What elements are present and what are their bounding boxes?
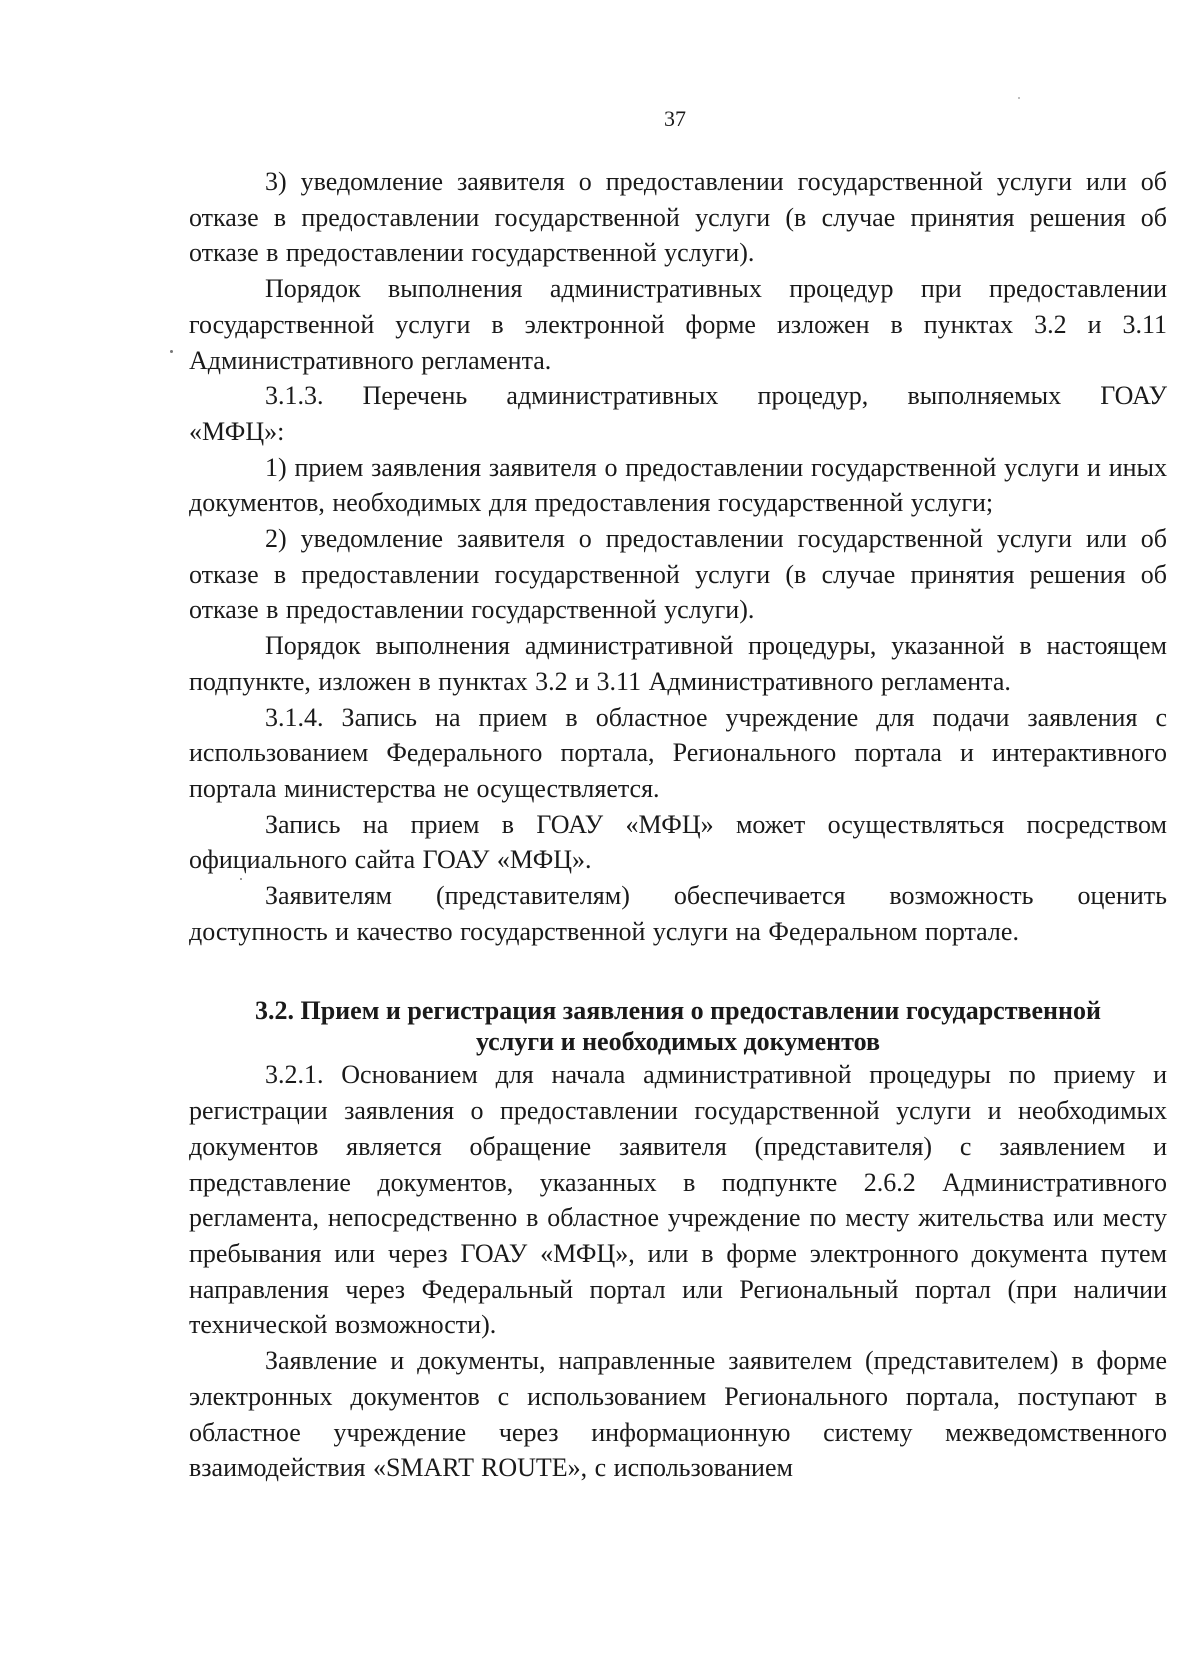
paragraph: 2) уведомление заявителя о предоставлении государственной услуги или об отказе в предоставлении государственной услуги (в случае принятия решения об отказе в предоставлении государственной услуги). [189, 524, 1167, 625]
section-heading-line-2: услуги и необходимых документов [475, 1027, 880, 1057]
paragraph: Заявителям (представителям) обеспечивается возможность оценить доступность и качество государственной услуги на Федеральном портале. [189, 881, 1167, 946]
paragraph: Порядок выполнения административных процедур при предоставлении государственной услуги в электронной форме изложен в пунктах 3.2 и 3.11 Административного регламента. [189, 274, 1167, 375]
paragraph: 1) прием заявления заявителя о предоставлении государственной услуги и иных документов, необходимых для предоставления государственной услуги; [189, 452, 1167, 518]
scan-speck [170, 350, 173, 353]
scan-speck [1018, 97, 1020, 99]
paragraph: Порядок выполнения административной процедуры, указанной в настоящем подпункте, изложен в пунктах 3.2 и 3.11 Административного регламента. [189, 631, 1167, 696]
paragraph: Заявление и документы, направленные заявителем (представителем) в форме электронных документов с использованием Регионального портала, поступают в областное учреждение через информационную систему межведомственного взаимодействия «SMART ROUTE», с использованием [189, 1346, 1167, 1483]
page-number: 37 [664, 106, 686, 131]
paragraph: Запись на прием в ГОАУ «МФЦ» может осуществляться посредством официального сайта ГОАУ «МФЦ». [189, 809, 1167, 875]
paragraph: 3) уведомление заявителя о предоставлении государственной услуги или об отказе в предоставлении государственной услуги (в случае принятия решения об отказе в предоставлении государственной услуги). [189, 167, 1167, 268]
section-heading-line-1: 3.2. Прием и регистрация заявления о предоставлении государственной [254, 996, 1101, 1026]
paragraph: 3.1.4. Запись на прием в областное учреждение для подачи заявления с использованием Федерального портала, Регионального портала и интерактивного портала министерства не осуществляется. [189, 702, 1167, 803]
scan-speck [240, 878, 242, 880]
paragraph: 3.2.1. Основанием для начала административной процедуры по приему и регистрации заявления о предоставлении государственной услуги и необходимых документов является обращение заявителя (представителя) с заявлением и представление документов, указанных в подпункте 2.6.2 Административного регламента, непосредственно в областное учреждение по месту жительства или месту пребывания или через ГОАУ «МФЦ», или в форме электронного документа путем направления через Федеральный портал или Региональный портал (при наличии технической возможности). [189, 1060, 1167, 1340]
paragraph: 3.1.3. Перечень административных процедур, выполняемых ГОАУ «МФЦ»: [189, 381, 1167, 446]
document-body [189, 164, 1167, 1486]
section-heading [189, 995, 1167, 1057]
